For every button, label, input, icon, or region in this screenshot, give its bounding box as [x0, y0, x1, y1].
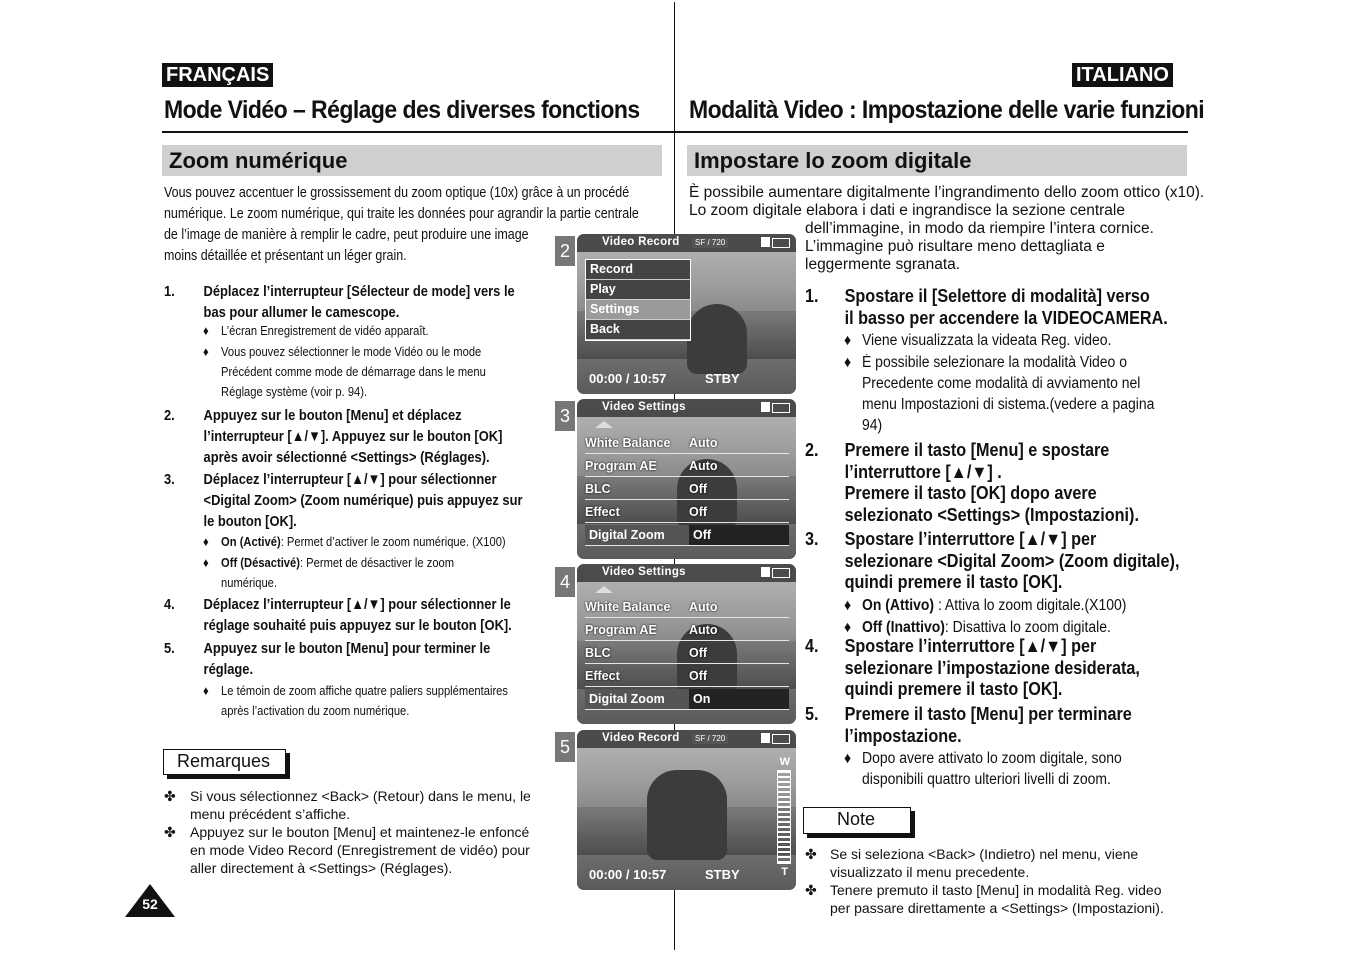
- memory-card-icon: [761, 733, 770, 743]
- bullet-1a-fr: ♦ L’écran Enregistrement de vidéo apparaît.: [203, 323, 429, 338]
- setting-blc[interactable]: BLC Off: [585, 643, 789, 664]
- step-1-fr: 1. Déplacez l’interrupteur [Sélecteur de mode] vers le bas pour allumer le camescope.: [164, 283, 515, 321]
- note-2-it: ✤ Tenere premuto il tasto [Menu] in modalità Reg. video per passare direttamente a <Settings> (Impostazioni).: [805, 882, 1164, 916]
- bullet-1a-it: ♦ Viene visualizzata la videata Reg. video.: [844, 332, 1112, 349]
- standby-status: STBY: [705, 867, 740, 882]
- bullet-3a-it: ♦ On (Attivo) : Attiva lo zoom digitale.(X100): [844, 597, 1127, 614]
- step-2-it: 2. Premere il tasto [Menu] e spostare l’interruttore [▲/▼] . Premere il tasto [OK] dopo avere selezionato <Settings> (Impostazioni).: [805, 440, 1139, 525]
- battery-icon: [772, 403, 790, 413]
- setting-digital-zoom[interactable]: Digital Zoom On: [585, 689, 789, 710]
- quality-indicator: SF / 720: [692, 734, 728, 744]
- notes-label-fr: Remarques: [163, 749, 286, 775]
- note-1-fr: ✤ Si vous sélectionnez <Back> (Retour) dans le menu, le menu précédent s’affiche.: [164, 788, 531, 822]
- timecode: 00:00 / 10:57: [589, 867, 667, 882]
- note-1-it: ✤ Se si seleziona <Back> (Indietro) nel menu, viene visualizzato il menu precedente.: [805, 846, 1139, 880]
- step-5-it: 5. Premere il tasto [Menu] per terminare l’impostazione.: [805, 704, 1132, 746]
- scroll-up-icon[interactable]: [595, 586, 613, 593]
- section-heading-it: Impostare lo zoom digitale: [687, 145, 1187, 176]
- setting-white-balance[interactable]: White Balance Auto: [585, 433, 789, 454]
- screen-title: Video Settings: [602, 401, 686, 413]
- setting-digital-zoom[interactable]: Digital Zoom Off: [585, 525, 789, 546]
- bullet-3a-fr: ♦ On (Activé): Permet d’activer le zoom numérique. (X100): [203, 534, 506, 549]
- intro-fr: Vous pouvez accentuer le grossissement du zoom optique (10x) grâce à un procédé numérique. Le zoom numérique, qui traite les données pour agrandir la partie centrale de l’image de manière à remplir le cadre, peut produire une image moins détaillée et présentant un léger grain.: [164, 185, 639, 264]
- bullet-3b-fr: ♦ Off (Désactivé): Permet de désactiver le zoom numérique.: [203, 555, 455, 590]
- setting-program-ae[interactable]: Program AE Auto: [585, 620, 789, 641]
- page-number: 52: [142, 896, 158, 912]
- step-3-fr: 3. Déplacez l’interrupteur [▲/▼] pour sélectionner <Digital Zoom> (Zoom numérique) puis appuyez sur le bouton [OK].: [164, 471, 523, 530]
- note-2-fr: ✤ Appuyez sur le bouton [Menu] et maintenez-le enfoncé en mode Video Record (Enregistrement de vidéo) pour aller directement à <Settings> (Réglages).: [164, 824, 530, 876]
- bullet-3b-it: ♦ Off (Inattivo): Disattiva lo zoom digitale.: [844, 619, 1111, 636]
- setting-blc[interactable]: BLC Off: [585, 479, 789, 500]
- step-3-it: 3. Spostare l’interruttore [▲/▼] per selezionare <Digital Zoom> (Zoom digitale), quindi premere il tasto [OK].: [805, 529, 1180, 592]
- menu-item-record[interactable]: Record: [586, 260, 690, 280]
- section-heading-fr: Zoom numérique: [162, 145, 662, 176]
- zoom-t-label: T: [781, 866, 788, 878]
- bullet-1b-it: ♦ È possibile selezionare la modalità Video o Precedente come modalità di avviamento nel menu Impostazioni di sistema.(vedere a pagina 94): [844, 354, 1155, 434]
- menu-item-back[interactable]: Back: [586, 320, 690, 340]
- battery-icon: [772, 734, 790, 744]
- bullet-5-fr: ♦ Le témoin de zoom affiche quatre paliers supplémentaires après l’activation du zoom numérique.: [203, 683, 508, 718]
- zoom-w-label: W: [779, 756, 790, 768]
- memory-card-icon: [761, 402, 770, 412]
- setting-white-balance[interactable]: White Balance Auto: [585, 597, 789, 618]
- setting-program-ae[interactable]: Program AE Auto: [585, 456, 789, 477]
- scroll-up-icon[interactable]: [595, 421, 613, 428]
- camera-screen-4: [577, 564, 796, 724]
- language-tab-fr: FRANÇAIS: [162, 63, 273, 87]
- bullet-5-it: ♦ Dopo avere attivato lo zoom digitale, sono disponibili quattro ulteriori livelli di zoom.: [844, 750, 1122, 788]
- title-rule-it: [675, 131, 1188, 133]
- quality-indicator: SF / 720: [692, 238, 728, 248]
- notes-label-it: Note: [803, 807, 911, 834]
- memory-card-icon: [761, 567, 770, 577]
- screen-number-3: 3: [555, 401, 575, 431]
- screen-number-2: 2: [555, 236, 575, 266]
- language-tab-it: ITALIANO: [1072, 63, 1173, 87]
- step-2-fr: 2. Appuyez sur le bouton [Menu] et déplacez l’interrupteur [▲/▼]. Appuyez sur le bouton [OK] après avoir sélectionné <Settings> (Réglages).: [164, 407, 503, 466]
- battery-icon: [772, 568, 790, 578]
- intro-it: È possibile aumentare digitalmente l’ingrandimento dello zoom ottico (x10). Lo zoom digitale elabora i dati e ingrandisce la sezione centrale dell’immagine, in modo da riempire l’intera cornice. L’immagine può risultare meno dettagliata e leggermente sgranata.: [689, 184, 1205, 273]
- step-4-it: 4. Spostare l’interruttore [▲/▼] per selezionare l’impostazione desiderata, quindi premere il tasto [OK].: [805, 636, 1140, 699]
- page-title-it: Modalità Video : Impostazione delle varie funzioni: [689, 96, 1205, 124]
- timecode: 00:00 / 10:57: [589, 371, 667, 386]
- child-figure: [687, 304, 747, 374]
- screen-title: Video Settings: [602, 566, 686, 578]
- step-5-fr: 5. Appuyez sur le bouton [Menu] pour terminer le réglage.: [164, 640, 491, 678]
- title-rule-fr: [162, 131, 674, 133]
- menu-item-play[interactable]: Play: [586, 280, 690, 300]
- main-menu: [585, 259, 691, 341]
- screen-title: Video Record: [602, 732, 680, 744]
- screen-number-5: 5: [555, 732, 575, 762]
- screen-title: Video Record: [602, 236, 680, 248]
- setting-effect[interactable]: Effect Off: [585, 502, 789, 523]
- step-1-it: 1. Spostare il [Selettore di modalità] verso il basso per accendere la VIDEOCAMERA.: [805, 286, 1168, 328]
- zoom-bar: [777, 770, 791, 864]
- child-figure: [647, 770, 727, 860]
- standby-status: STBY: [705, 371, 740, 386]
- bullet-1b-fr: ♦ Vous pouvez sélectionner le mode Vidéo ou le mode Précédent comme mode de démarrage dans le menu Réglage système (voir p. 94).: [203, 344, 486, 399]
- setting-effect[interactable]: Effect Off: [585, 666, 789, 687]
- menu-item-settings[interactable]: Settings: [586, 300, 690, 320]
- camera-screen-5: [577, 730, 796, 890]
- step-4-fr: 4. Déplacez l’interrupteur [▲/▼] pour sélectionner le réglage souhaité puis appuyez sur le bouton [OK].: [164, 596, 512, 634]
- screen-number-4: 4: [555, 567, 575, 597]
- page-title-fr: Mode Vidéo – Réglage des diverses fonctions: [164, 96, 640, 124]
- camera-screen-3: [577, 399, 796, 559]
